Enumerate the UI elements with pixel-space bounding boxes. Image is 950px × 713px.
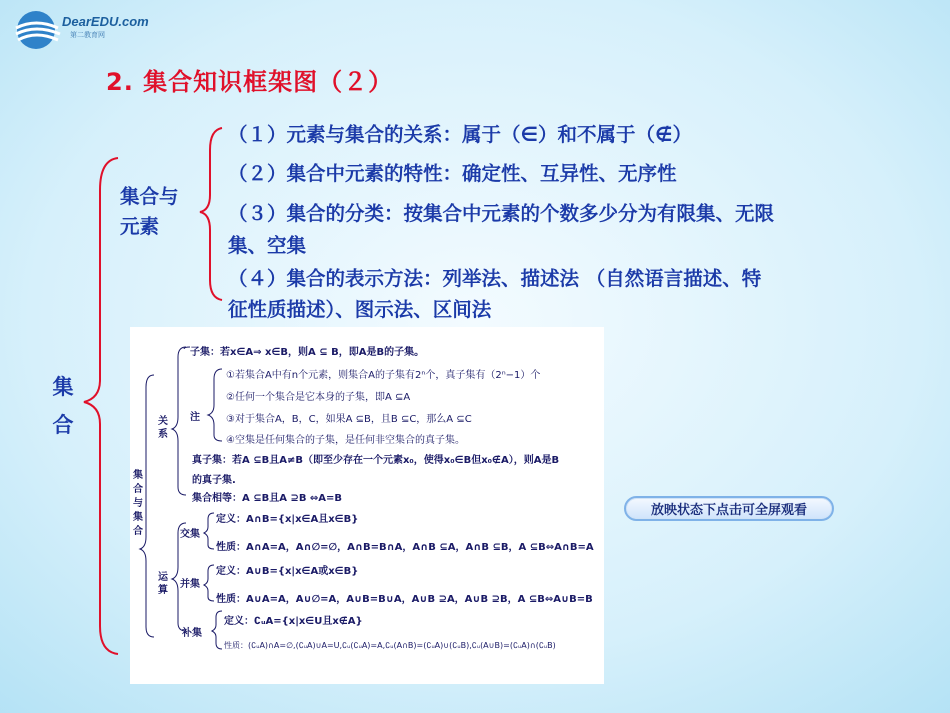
note-label: 注 (190, 412, 200, 423)
complement-label: 补集 (182, 628, 202, 639)
panel-root-char: 集 (133, 470, 143, 481)
item-3-cont: 集、空集 (228, 234, 307, 257)
union-def: 定义：A∪B={x|x∈A或x∈B} (216, 566, 359, 577)
main-label (48, 368, 78, 444)
sub-brace (200, 128, 222, 300)
note-4: ④空集是任何集合的子集，是任何非空集合的真子集。 (226, 435, 465, 446)
union-prop: 性质：A∪A=A，A∪∅=A，A∪B=B∪A，A∪B ⊇A，A∪B ⊇B，A ⊆B⇔A∪B=B (216, 594, 593, 605)
union-label: 并集 (180, 579, 200, 590)
relation-label (158, 415, 168, 441)
note-1: ①若集合A中有n个元素，则集合A的子集有2ⁿ个，真子集有（2ⁿ−1）个 (226, 370, 541, 381)
intersection-def: 定义：A∩B={x|x∈A且x∈B} (216, 514, 359, 525)
relation-char: 系 (158, 429, 168, 440)
intersection-label: 交集 (180, 529, 200, 540)
panel-root-char: 集 (133, 512, 143, 523)
framework-panel (130, 327, 604, 684)
complement-prop: 性质：(∁ᵤA)∩A=∅,(∁ᵤA)∪A=U,∁ᵤ(∁ᵤA)=A,∁ᵤ(A∩B)=(∁ᵤA)∪(∁ᵤB),∁ᵤ(A∪B)=(∁ᵤA)∩(∁ᵤB) (224, 641, 556, 650)
panel-root-char: 合 (133, 526, 143, 537)
logo-text: DearEDU.com (62, 14, 149, 29)
proper-subset-1: 真子集：若A ⊆B且A≠B（即至少存在一个元素x₀，使得x₀∈B但x₀∉A），则A是B (192, 455, 560, 466)
sub-label-line: 元素 (120, 215, 160, 238)
subset-line: 子集：若x∈A⇒ x∈B，则A ⊆ B，即A是B的子集。 (190, 347, 425, 358)
relation-char: 关 (158, 416, 168, 427)
sub-label-line: 集合与 (120, 185, 179, 208)
intersection-prop: 性质：A∩A=A，A∩∅=∅，A∩B=B∩A，A∩B ⊆A，A∩B ⊆B，A ⊆B⇔A∩B=A (216, 542, 594, 553)
item-1: （１）元素与集合的关系：属于（∈）和不属于（∉） (228, 123, 692, 146)
item-3: （３）集合的分类：按集合中元素的个数多少分为有限集、无限 (228, 202, 775, 225)
fullscreen-button[interactable]: 放映状态下点击可全屏观看 (624, 496, 834, 521)
item-2: （２）集合中元素的特性：确定性、互异性、无序性 (228, 162, 677, 185)
proper-subset-2: 的真子集. (192, 475, 236, 486)
panel-root-char: 合 (133, 484, 143, 495)
main-label-char: 合 (52, 413, 74, 437)
set-equality: 集合相等：A ⊆B且A ⊇B ⇔A=B (192, 493, 343, 504)
panel-root-label (132, 469, 144, 539)
main-label-char: 集 (52, 375, 74, 399)
logo-subtitle: 第二教育网 (70, 31, 105, 39)
note-2: ②任何一个集合是它本身的子集，即A ⊆A (226, 392, 411, 403)
note-3: ③对于集合A，B，C，如果A ⊆B，且B ⊆C，那么A ⊆C (226, 414, 472, 425)
panel-root-char: 与 (133, 498, 143, 509)
operation-char: 运 (158, 572, 168, 583)
item-4: （４）集合的表示方法：列举法、描述法 （自然语言描述、特 (228, 267, 762, 290)
sub-label (120, 182, 179, 242)
main-brace (84, 158, 118, 654)
complement-def: 定义：∁ᵤA={x|x∈U且x∉A} (224, 616, 363, 627)
operation-label (158, 571, 168, 597)
operation-char: 算 (158, 585, 168, 596)
item-4-cont: 征性质描述）、图示法、区间法 (228, 298, 492, 321)
page-title: 2. 集合知识框架图（２） (106, 68, 394, 96)
